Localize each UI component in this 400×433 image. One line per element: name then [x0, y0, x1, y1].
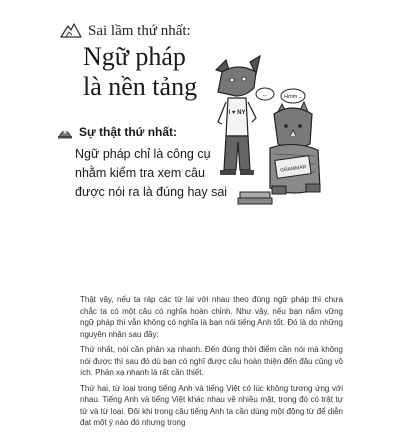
fox-character	[216, 56, 260, 175]
body-text	[80, 294, 343, 433]
speech-bubbles	[256, 88, 305, 103]
cartoon-illustration	[198, 52, 328, 212]
lamp-icon	[57, 125, 73, 139]
book-title-text: GRAMMAR	[279, 164, 307, 174]
body-paragraph-3: Thứ hai, từ loại trong tiếng Anh và tiếng Việt có lúc không tương ứng với nhau. Tiếng Anh và tiếng Việt khác nhau về nhiều mặt, trong đó có trật tự từ và từ loại. Đôi khi trong câu tiếng Anh ta cần dùng một động từ để diễn đạt một ý nào đó nhưng trong	[80, 383, 343, 427]
body-paragraph-2: Thứ nhất, nói cần phản xạ nhanh. Đến đúng thời điểm cần nói mà không nói được thì sau đó dù bạn có nghĩ được câu hoàn thiện đến đâu cũng vô ích. Phản xạ nhanh là rất cần thiết.	[80, 345, 343, 377]
truth-label: Sự thật thứ nhất:	[79, 125, 178, 139]
book-stack	[238, 192, 272, 204]
truth-heading	[57, 125, 177, 139]
truth-line-1: Ngữ pháp chỉ là công cụ	[75, 147, 211, 161]
body-paragraph-1: Thật vậy, nếu ta ráp các từ lại với nhau theo đúng ngữ pháp thì chưa chắc ta có một câu có nghĩa hoàn chỉnh. Như vậy, nếu bạn nắm vững ngữ pháp thì vẫn không có nghĩa là bạn nói tiếng Anh tốt. Đó là do những nguyên nhân sau đây:	[80, 295, 343, 339]
myth-label: Sai lầm thứ nhất:	[88, 22, 191, 39]
truth-line-3: được nói ra là đúng hay sai	[75, 185, 228, 199]
myth-heading	[60, 22, 191, 40]
myth-title-line-2: là nền tảng	[83, 72, 198, 101]
speech-bubble-left-text: ...	[262, 92, 268, 98]
shirt-text: I ♥ NY	[228, 110, 246, 116]
rhino-character	[270, 102, 320, 194]
broken-pen-icon	[60, 22, 82, 40]
speech-bubble-right-text: Hmm...	[284, 94, 302, 100]
truth-line-2: nhằm kiểm tra xem câu	[75, 166, 205, 180]
myth-title-line-1: Ngữ pháp	[83, 42, 186, 71]
